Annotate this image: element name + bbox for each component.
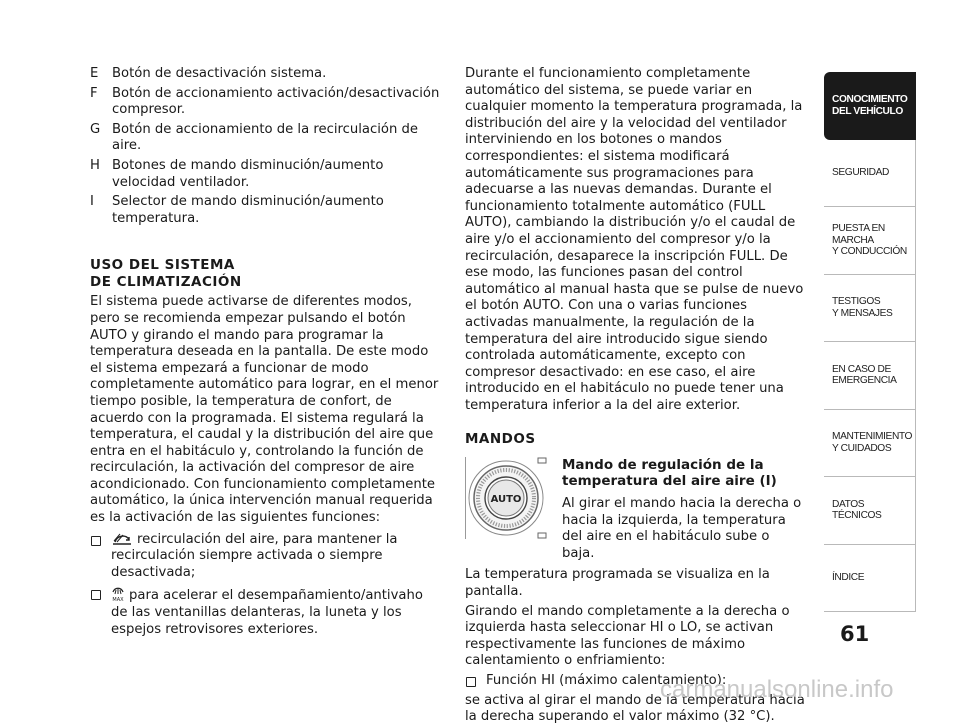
- mandos-heading: MANDOS: [465, 431, 536, 448]
- section-heading-line2: DE CLIMATIZACIÓN: [90, 273, 242, 290]
- hi-function-desc: se activa al girar el mando de la temperatura hacia la derecha superando el valor máximo (32 °C).: [465, 692, 805, 725]
- legend-text: Botones de mando disminución/aumento velocidad ventilador.: [112, 157, 384, 190]
- temperature-display-paragraph: La temperatura programada se visualiza en la pantalla.: [465, 567, 770, 599]
- function-text: para acelerar el desempañamiento/antivaho de las ventanillas delanteras, la luneta y los espejos retrovisores exteriores.: [111, 588, 423, 637]
- knob-title: Mando de regulación de la temperatura del aire aire (I): [562, 456, 777, 490]
- hi-function-label: Función HI (máximo calentamiento):: [486, 672, 727, 688]
- legend-item: [90, 158, 440, 191]
- svg-text:MAX: MAX: [112, 597, 124, 603]
- legend-letter: H: [90, 157, 100, 173]
- legend-letter: G: [90, 121, 101, 137]
- middle-column: [465, 66, 805, 726]
- max-defrost-icon: [111, 586, 125, 602]
- left-column: [90, 66, 440, 643]
- page-number: 61: [840, 622, 870, 646]
- legend-item: [90, 66, 440, 83]
- section-heading-line1: USO DEL SISTEMA: [90, 257, 235, 274]
- knob-desc: Al girar el mando hacia la derecha o hacia la izquierda, la temperatura del aire en el habitáculo sube o baja.: [562, 495, 802, 561]
- temperature-knob-icon: [466, 457, 548, 539]
- legend-item: [90, 86, 440, 119]
- hi-lo-paragraph: Girando el mando completamente a la derecha o izquierda hasta seleccionar HI o LO, se activan respectivamente las funciones de máximo calentamiento o enfriamiento:: [465, 603, 790, 669]
- legend-letter: F: [90, 85, 98, 101]
- tab-conocimiento[interactable]: CONOCIMIENTO DEL VEHÍCULO: [824, 72, 916, 140]
- checkbox-bullet-icon: [466, 677, 476, 687]
- tab-seguridad[interactable]: SEGURIDAD: [824, 140, 916, 208]
- tab-testigos[interactable]: TESTIGOS Y MENSAJES: [824, 275, 916, 343]
- function-list: [90, 532, 440, 639]
- knob-description: [562, 457, 805, 562]
- chapter-sidebar: [824, 72, 916, 612]
- legend-item: [90, 194, 440, 227]
- temperature-knob-illustration: [465, 457, 548, 539]
- intro-paragraph: El sistema puede activarse de diferentes modos, pero se recomienda empezar pulsando el botón AUTO y girando el mando para programar la temperatura deseada en la pantalla. De este modo el sistema empezará a funcionar de modo completamente automático para lograr, en el menor tiempo posible, la temperatura de confort, de acuerdo con la programada. El sistema regulará la temperatura, el caudal y la distribución del aire que entra en el habitáculo y, controlando la función de recirculación, la activación del compresor de aire acondicionado. Con funcionamiento completamente automático, la única intervención manual requerida es la activación de las siguientes funciones:: [90, 294, 439, 526]
- tab-puesta-en-marcha[interactable]: PUESTA EN MARCHA Y CONDUCCIÓN: [824, 207, 916, 275]
- tab-mantenimiento[interactable]: MANTENIMIENTO Y CUIDADOS: [824, 410, 916, 478]
- checkbox-bullet-icon: [91, 536, 101, 546]
- auto-button-label: AUTO: [490, 493, 522, 505]
- recirculation-icon: [111, 532, 133, 546]
- legend-letter: I: [90, 194, 94, 210]
- tab-indice[interactable]: ÍNDICE: [824, 545, 916, 613]
- legend-text: Botón de accionamiento de la recirculación de aire.: [112, 121, 419, 154]
- tab-emergencia[interactable]: EN CASO DE EMERGENCIA: [824, 342, 916, 410]
- section-heading: [90, 257, 440, 290]
- function-item-recirculation: [90, 532, 440, 582]
- function-text: recirculación del aire, para mantener la recirculación siempre activada o siempre desactivada;: [111, 531, 398, 580]
- tab-datos-tecnicos[interactable]: DATOS TÉCNICOS: [824, 477, 916, 545]
- watermark: carmanualsonline.info: [660, 676, 894, 703]
- auto-mode-paragraph: Durante el funcionamiento completamente automático del sistema, se puede variar en cualquier momento la temperatura programada, la distribución del aire y la velocidad del ventilador interviniendo en los botones o mandos correspondientes: el sistema modificará automáticamente sus programaciones para adecuarse a las nuevas demandas. Durante el funcionamiento totalmente automático (FULL AUTO), cambiando la distribución y/o el caudal de aire y/o el accionamiento del compresor y/o la recirculación, desaparece la inscripción FULL. De ese modo, las funciones pasan del control automático al manual hasta que se pulse de nuevo el botón AUTO. Con una o varias funciones activadas manualmente, la regulación de la temperatura del aire introducido sigue siendo controlada automáticamente, excepto con compresor desactivado: en ese caso, el aire introducido en el habitáculo no puede tener una temperatura inferior a la del aire exterior.: [465, 66, 804, 413]
- legend-list: [90, 66, 440, 227]
- knob-section: [465, 457, 805, 562]
- checkbox-bullet-icon: [91, 590, 101, 600]
- legend-text: Botón de desactivación sistema.: [112, 66, 327, 81]
- legend-text: Botón de accionamiento activación/desactivación compresor.: [112, 85, 440, 118]
- legend-text: Selector de mando disminución/aumento temperatura.: [112, 194, 384, 226]
- function-item-defrost: [90, 586, 440, 638]
- legend-item: [90, 122, 440, 155]
- legend-letter: E: [90, 66, 99, 81]
